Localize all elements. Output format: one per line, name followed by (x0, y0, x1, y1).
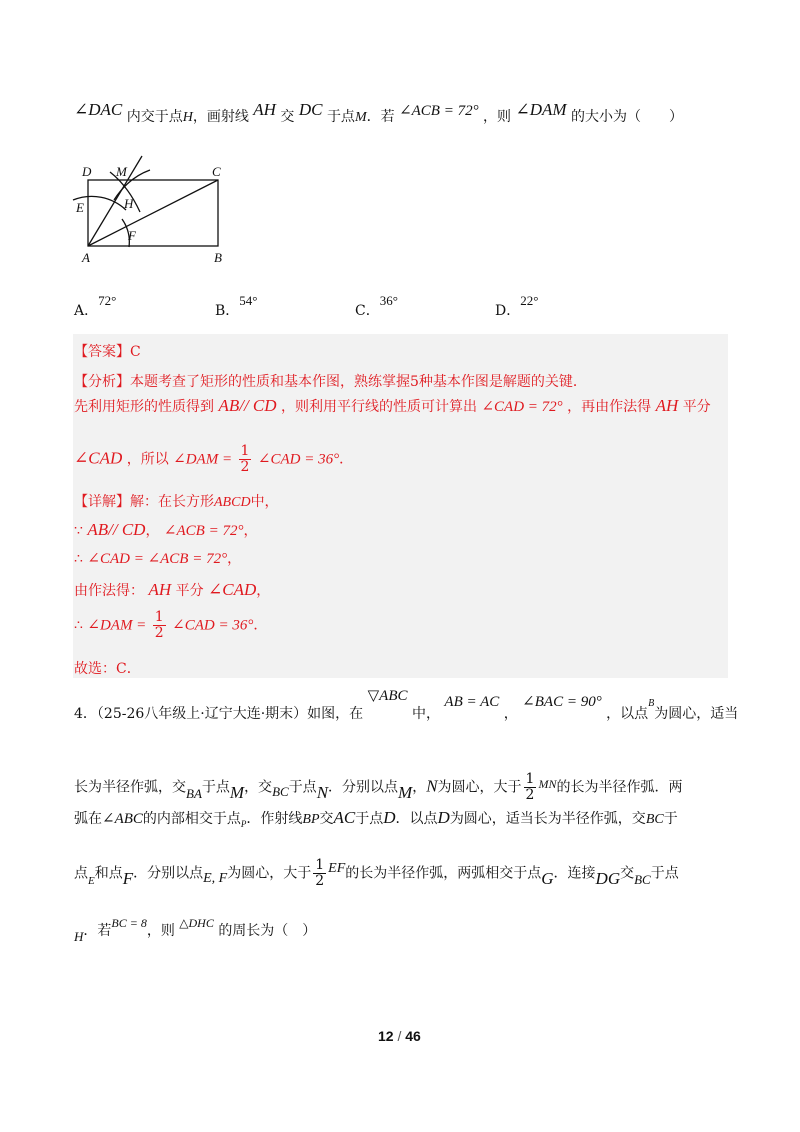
math-ab-parallel-cd: AB// CD (218, 396, 277, 415)
frac-den: 2 (154, 625, 164, 641)
q4-text: 于 (663, 811, 678, 827)
option-letter: B． (215, 303, 240, 319)
q3-text: 于点 (326, 109, 355, 125)
option-letter: D． (495, 303, 521, 319)
detail-line-4 (74, 580, 270, 600)
analysis-text: 平分 (682, 399, 711, 415)
analysis-text: 先利用矩形的性质得到 (74, 399, 214, 415)
math-e-f: E, F (203, 870, 228, 886)
math-bac-90: ∠BAC = 90° (522, 694, 602, 710)
option-value: 54° (239, 293, 258, 308)
punct: ， (145, 523, 160, 539)
q4-text: 的内部相交于点 (142, 811, 241, 827)
answer-tag: 【答案】 (74, 344, 130, 360)
q3-point-m: M (354, 110, 367, 125)
q3-angle-dac: ∠DAC (74, 100, 123, 119)
q4-text: 的周长为（ ） (218, 923, 317, 939)
q4-line-2 (74, 772, 682, 803)
q4-text: ．以点 (395, 811, 438, 827)
analysis-text: ，则利用平行线的性质可计算出 (281, 399, 477, 415)
math-triangle-dhc: △DHC (179, 916, 214, 930)
label-m: M (116, 164, 127, 179)
frac-num: 1 (240, 443, 250, 459)
q4-line-3 (74, 808, 678, 828)
detail-text: 中， (250, 494, 279, 510)
math-h: H (74, 929, 84, 944)
detail-text: 由作法得： (74, 583, 144, 599)
math-f: F (122, 868, 134, 888)
label-e: E (76, 200, 84, 215)
option-a[interactable] (74, 290, 117, 319)
q4-line-1 (74, 688, 739, 722)
q3-text: 内交于点 (126, 109, 183, 125)
q4-source: （25-26八年级上·辽宁大连·期末）如图，在 (96, 706, 364, 722)
math-triangle-abc: ▽ABC (367, 688, 408, 704)
current-page: 12 (378, 1028, 394, 1044)
analysis-line-3 (74, 444, 353, 475)
math-cad: ∠CAD (208, 580, 257, 599)
analysis-text: ，所以 (126, 451, 169, 468)
q3-ray-ah: AH (253, 100, 276, 119)
answer-line (74, 341, 141, 361)
math-dg: DG (595, 868, 621, 888)
label-a: A (82, 250, 90, 265)
detail-line-1 (74, 491, 279, 511)
q4-text: 弧在 (74, 811, 102, 827)
q4-text: ．若 (83, 923, 112, 939)
q3-stem (74, 100, 684, 125)
q3-point-h: H (182, 110, 193, 125)
because-symbol: ∵ (74, 523, 83, 539)
math-ab-eq-ac: AB = AC (444, 694, 500, 710)
q3-angle-dam: ∠DAM (515, 100, 567, 119)
q4-text: ，交 (244, 779, 273, 796)
math-n: N (316, 782, 329, 802)
q4-text: 交 (620, 865, 635, 882)
detail-tag: 【详解】 (74, 494, 130, 510)
math-cad-36: ∠CAD = 36° (172, 617, 254, 634)
punct: ， (243, 523, 258, 539)
detail-text: 解：在长方形 (130, 494, 214, 510)
math-cad-36: ∠CAD = 36° (257, 451, 340, 468)
math-cad-72: ∠CAD = 72° (481, 399, 563, 415)
q4-text: 于点 (650, 865, 679, 882)
fraction-half (153, 610, 166, 641)
q4-text: 为圆心，适当 (654, 706, 739, 722)
analysis-text: ，再由作法得 (567, 399, 652, 415)
q4-text: 长为半径作弧，交 (74, 779, 186, 796)
punct: ． (339, 451, 354, 468)
math-bc: BC (272, 783, 289, 799)
total-pages: 46 (405, 1028, 421, 1044)
math-acb-72: ∠ACB = 72° (163, 523, 244, 539)
math-angle-abc: ∠ABC (102, 811, 143, 827)
q3-seg-dc: DC (298, 100, 323, 119)
frac-den: 2 (315, 873, 325, 889)
detail-line-2 (74, 520, 257, 540)
frac-den: 2 (240, 459, 250, 475)
option-c[interactable] (355, 290, 398, 319)
math-m: M (229, 782, 245, 802)
frac-num: 1 (525, 771, 535, 787)
q4-text: ．分别以点 (133, 865, 204, 882)
option-letter: C． (355, 303, 380, 319)
option-value: 36° (379, 293, 398, 308)
answer-value: C (130, 344, 141, 360)
frac-den: 2 (525, 787, 535, 803)
option-b[interactable] (215, 290, 258, 319)
punct: ． (253, 617, 268, 634)
q3-text: ．若 (366, 109, 395, 125)
q4-text: 的长为半径作弧，两弧相交于点 (345, 865, 542, 882)
therefore-symbol: ∴ (74, 551, 83, 567)
q4-text: ．作射线 (246, 811, 303, 827)
detail-text: 平分 (175, 583, 204, 599)
math-ah: AH (148, 580, 172, 599)
frac-num: 1 (315, 857, 325, 873)
page-number (378, 1028, 421, 1044)
math-m: M (398, 782, 413, 802)
q4-line-4 (74, 858, 679, 889)
math-abcd: ABCD (214, 495, 251, 510)
analysis-line-2 (74, 396, 711, 416)
q4-text: 中， (411, 706, 440, 722)
q4-text: ，以点 (606, 706, 649, 722)
analysis-line-1 (74, 371, 587, 391)
detail-line-5 (74, 610, 267, 641)
q4-text: 为圆心，大于 (437, 779, 522, 796)
q3-text: 交 (280, 109, 295, 125)
math-g: G (541, 868, 554, 888)
option-letter: A． (74, 303, 99, 319)
math-bp: BP (302, 812, 320, 827)
q4-text: 的长为半径作弧．两 (556, 779, 683, 796)
q4-text: 为圆心，适当长为半径作弧，交 (449, 811, 646, 827)
q4-text: ．连接 (553, 865, 596, 882)
math-dam: ∠DAM = (173, 451, 233, 468)
q4-text: ．分别以点 (328, 779, 399, 796)
detail-line-3 (74, 548, 241, 568)
analysis-tag: 【分析】 (74, 374, 130, 390)
q4-text: 于点 (201, 779, 230, 796)
math-bc: BC (634, 871, 651, 887)
q3-text: 的大小为（ ） (571, 109, 684, 125)
math-n: N (426, 776, 438, 796)
q4-text: ，则 (146, 923, 175, 939)
math-d: D (437, 808, 450, 827)
analysis-text: 本题考查了矩形的性质和基本作图，熟练掌握5种基本作图是解题的关键． (130, 374, 587, 390)
math-ef: EF (328, 860, 346, 876)
q4-text: 于点 (355, 811, 384, 827)
q3-figure (70, 150, 240, 270)
q4-text: ， (503, 706, 518, 722)
page-separator: / (397, 1028, 402, 1044)
label-h: H (124, 196, 134, 211)
therefore-symbol: ∴ (74, 617, 83, 634)
option-value: 72° (98, 293, 117, 308)
label-c: C (212, 164, 221, 179)
q4-text: 交 (319, 811, 334, 827)
q4-text: 于点 (288, 779, 317, 796)
q4-line-5 (74, 916, 317, 944)
frac-num: 1 (154, 609, 164, 625)
q4-text: 和点 (94, 865, 123, 882)
math-ac: AC (333, 808, 356, 827)
q4-text: 为圆心，大于 (227, 865, 312, 882)
punct: ， (227, 551, 242, 567)
math-ah: AH (655, 396, 679, 415)
math-ba: BA (186, 785, 202, 801)
fraction-half (239, 444, 252, 475)
q3-text: ，画射线 (192, 109, 249, 125)
math-bc-8: BC = 8 (111, 916, 147, 930)
q3-text: ，则 (483, 109, 512, 125)
math-e: E (88, 874, 95, 887)
q3-condition: ∠ACB = 72° (399, 103, 479, 119)
math-mn: MN (538, 776, 557, 791)
fraction-half (313, 858, 326, 889)
math-d: D (383, 808, 396, 827)
label-f: F (128, 228, 136, 243)
math-dam: ∠DAM = (87, 617, 147, 634)
q4-text: 点 (74, 865, 88, 882)
final-choice: 故选：C． (74, 661, 141, 677)
math-p: P (240, 819, 247, 829)
math-bc: BC (645, 812, 664, 827)
math-point-b: B (648, 698, 655, 709)
fraction-half (524, 772, 537, 803)
label-d: D (82, 164, 92, 179)
option-value: 22° (520, 293, 539, 308)
math-cad-eq-acb: ∠CAD = ∠ACB = 72° (87, 551, 228, 567)
punct: ， (256, 583, 271, 599)
q4-text: ， (412, 779, 427, 796)
math-cad: ∠CAD (74, 448, 123, 468)
option-d[interactable] (495, 290, 539, 319)
q4-number: 4． (74, 706, 97, 722)
label-b: B (214, 250, 222, 265)
math-ab-parallel-cd: AB// CD (87, 520, 146, 539)
